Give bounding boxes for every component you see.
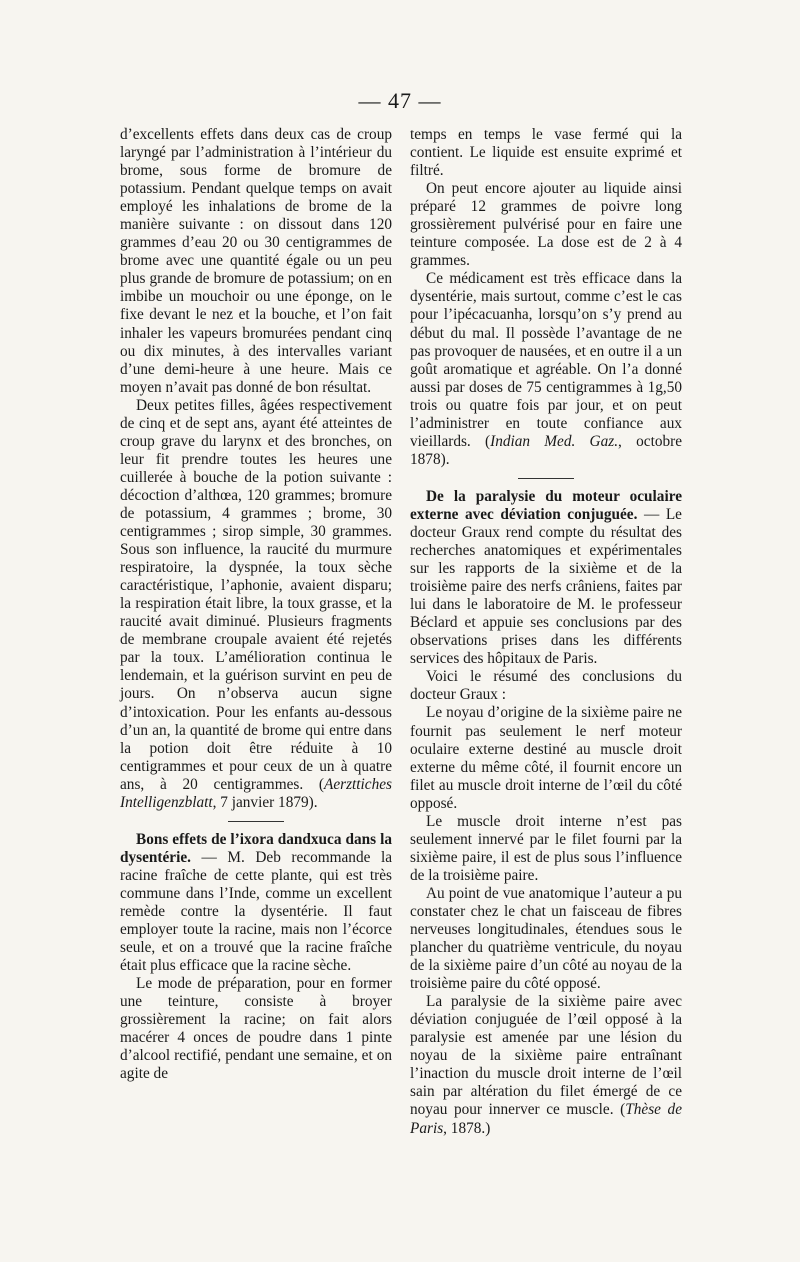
paragraph: temps en temps le vase fermé qui la contient. Le liquide est ensuite exprimé et filtré. bbox=[410, 126, 682, 180]
right-column bbox=[410, 126, 682, 1138]
article bbox=[410, 488, 682, 668]
paragraph-text: , 7 janvier 1879). bbox=[212, 793, 318, 811]
paragraph-text: , 1878.) bbox=[443, 1119, 491, 1137]
paragraph bbox=[410, 993, 682, 1137]
source-citation: Thèse de Paris bbox=[410, 1101, 682, 1137]
article bbox=[120, 831, 392, 975]
paragraph-text: Ce médicament est très efficace dans la dysentérie, mais surtout, comme c’est le cas pour l’ipécacuanha, lorsqu’on s’y prend au début du mal. Il possède l’avantage de ne pas provoquer de nausées, et en outre il a un goût aromatique et agréable. On l’a donné aussi par doses de 75 centigrammes à 1g,50 trois ou quatre fois par jour, et on peut l’administrer en toute confiance aux vieillards. ( bbox=[410, 270, 682, 450]
paragraph: Voici le résumé des conclusions du docteur Graux : bbox=[410, 668, 682, 704]
paragraph: Le noyau d’origine de la sixième paire ne fournit pas seulement le nerf moteur oculaire externe destiné au muscle droit externe du même côté, il fournit encore un filet au muscle droit interne de l’œil du côté opposé. bbox=[410, 704, 682, 812]
source-citation: Aerzttiches Intelligenzblatt bbox=[120, 775, 392, 811]
paragraph-text: Deux petites filles, âgées respectivement de cinq et de sept ans, ayant été atteintes de croup grave du larynx et des bronches, on leur fit prendre toutes les heures une cuillerée à bouche de la potion suivante : décoction d’althœa, 120 grammes; bromure de potassium, 4 grammes ; brome, 30 centigrammes ; sirop simple, 30 grammes. Sous son influence, la raucité du murmure respiratoire, la dyspnée, la toux sèche caractéristique, l’aphonie, avaient disparu; la respiration était libre, la toux grasse, et la raucité avait diminué. Plusieurs fragments de membrane croupale avaient été rejetés par la toux. L’amélioration continua le lendemain, et la guérison survint en peu de jours. On n’observa aucun signe d’intoxication. Pour les enfants au-dessous d’un an, la quantité de brome qui entre dans la potion doit être réduite à 10 centigrammes et pour ceux de un à quatre ans, à 20 centigrammes. ( bbox=[120, 396, 392, 793]
paragraph: Le muscle droit interne n’est pas seulement innervé par le filet fourni par la sixième paire, il est de plus sous l’influence de la troisième paire. bbox=[410, 812, 682, 884]
paragraph: d’excellents effets dans deux cas de croup laryngé par l’administration à l’intérieur du brome, sous forme de bromure de potassium. Pendant quelque temps on avait employé les inhalations de brome de la manière suivante : on dissout dans 120 grammes d’eau 20 ou 30 centigrammes de brome avec une quantité égale ou un peu plus grande de bromure de potassium; on en imbibe un mouchoir ou une éponge, on le fixe devant le nez et la bouche, et l’on fait inhaler les vapeurs bromurées pendant cinq ou dix minutes, à des intervalles variant d’une demi-heure à une heure. Mais ce moyen n’avait pas donné de bon résultat. bbox=[120, 126, 392, 396]
paragraph: Au point de vue anatomique l’auteur a pu constater chez le chat un faisceau de fibres nerveuses longitudinales, étendues sous le plancher du quatrième ventricule, du noyau de la sixième paire d’un côté au noyau de la troisième paire du côté opposé. bbox=[410, 884, 682, 993]
page-number: — 47 — bbox=[358, 88, 442, 113]
section-divider bbox=[518, 478, 574, 479]
article-heading: De la paralysie du moteur oculaire externe avec déviation conjuguée. bbox=[410, 487, 682, 523]
paragraph-text: , octobre 1878). bbox=[410, 432, 682, 468]
article-heading: Bons effets de l’ixora dandxuca dans la dysentérie. bbox=[120, 830, 392, 866]
left-column bbox=[120, 126, 392, 1083]
section-divider bbox=[228, 821, 284, 822]
article-text: — M. Deb recommande la racine fraîche de cette plante, qui est très commune dans l’Inde, comme un excellent remède contre la dysentérie. Il faut employer toute la racine, mais non l’écorce seule, et on a trouvé que la racine fraîche était plus efficace que la racine sèche. bbox=[120, 848, 392, 975]
article-text: — Le docteur Graux rend compte du résultat des recherches anatomiques et expérimentales sur les rapports de la sixième et de la troisième paire des nerfs crâniens, faites par lui dans le laboratoire de M. le professeur Béclard et appuie ses conclusions par des observations prises dans les différents services des hôpitaux de Paris. bbox=[410, 505, 682, 668]
paragraph bbox=[410, 270, 682, 469]
paragraph: Le mode de préparation, pour en former une teinture, consiste à broyer grossièrement la racine; on fait alors macérer 4 onces de poudre dans 1 pinte d’alcool rectifié, pendant une semaine, et on agite de bbox=[120, 975, 392, 1083]
paragraph bbox=[120, 397, 392, 812]
paragraph-text: La paralysie de la sixième paire avec déviation conjuguée de l’œil opposé à la paralysie est amenée par une lésion du noyau de la sixième paire entraînant l’inaction du muscle droit interne de l’œil sain par altération du filet émergé de ce noyau pour innerver ce muscle. ( bbox=[410, 993, 682, 1119]
source-citation: Indian Med. Gaz. bbox=[490, 432, 619, 450]
paragraph: On peut encore ajouter au liquide ainsi préparé 12 grammes de poivre long grossièrement pulvérisé pour en faire une teinture composée. La dose est de 2 à 4 grammes. bbox=[410, 180, 682, 270]
